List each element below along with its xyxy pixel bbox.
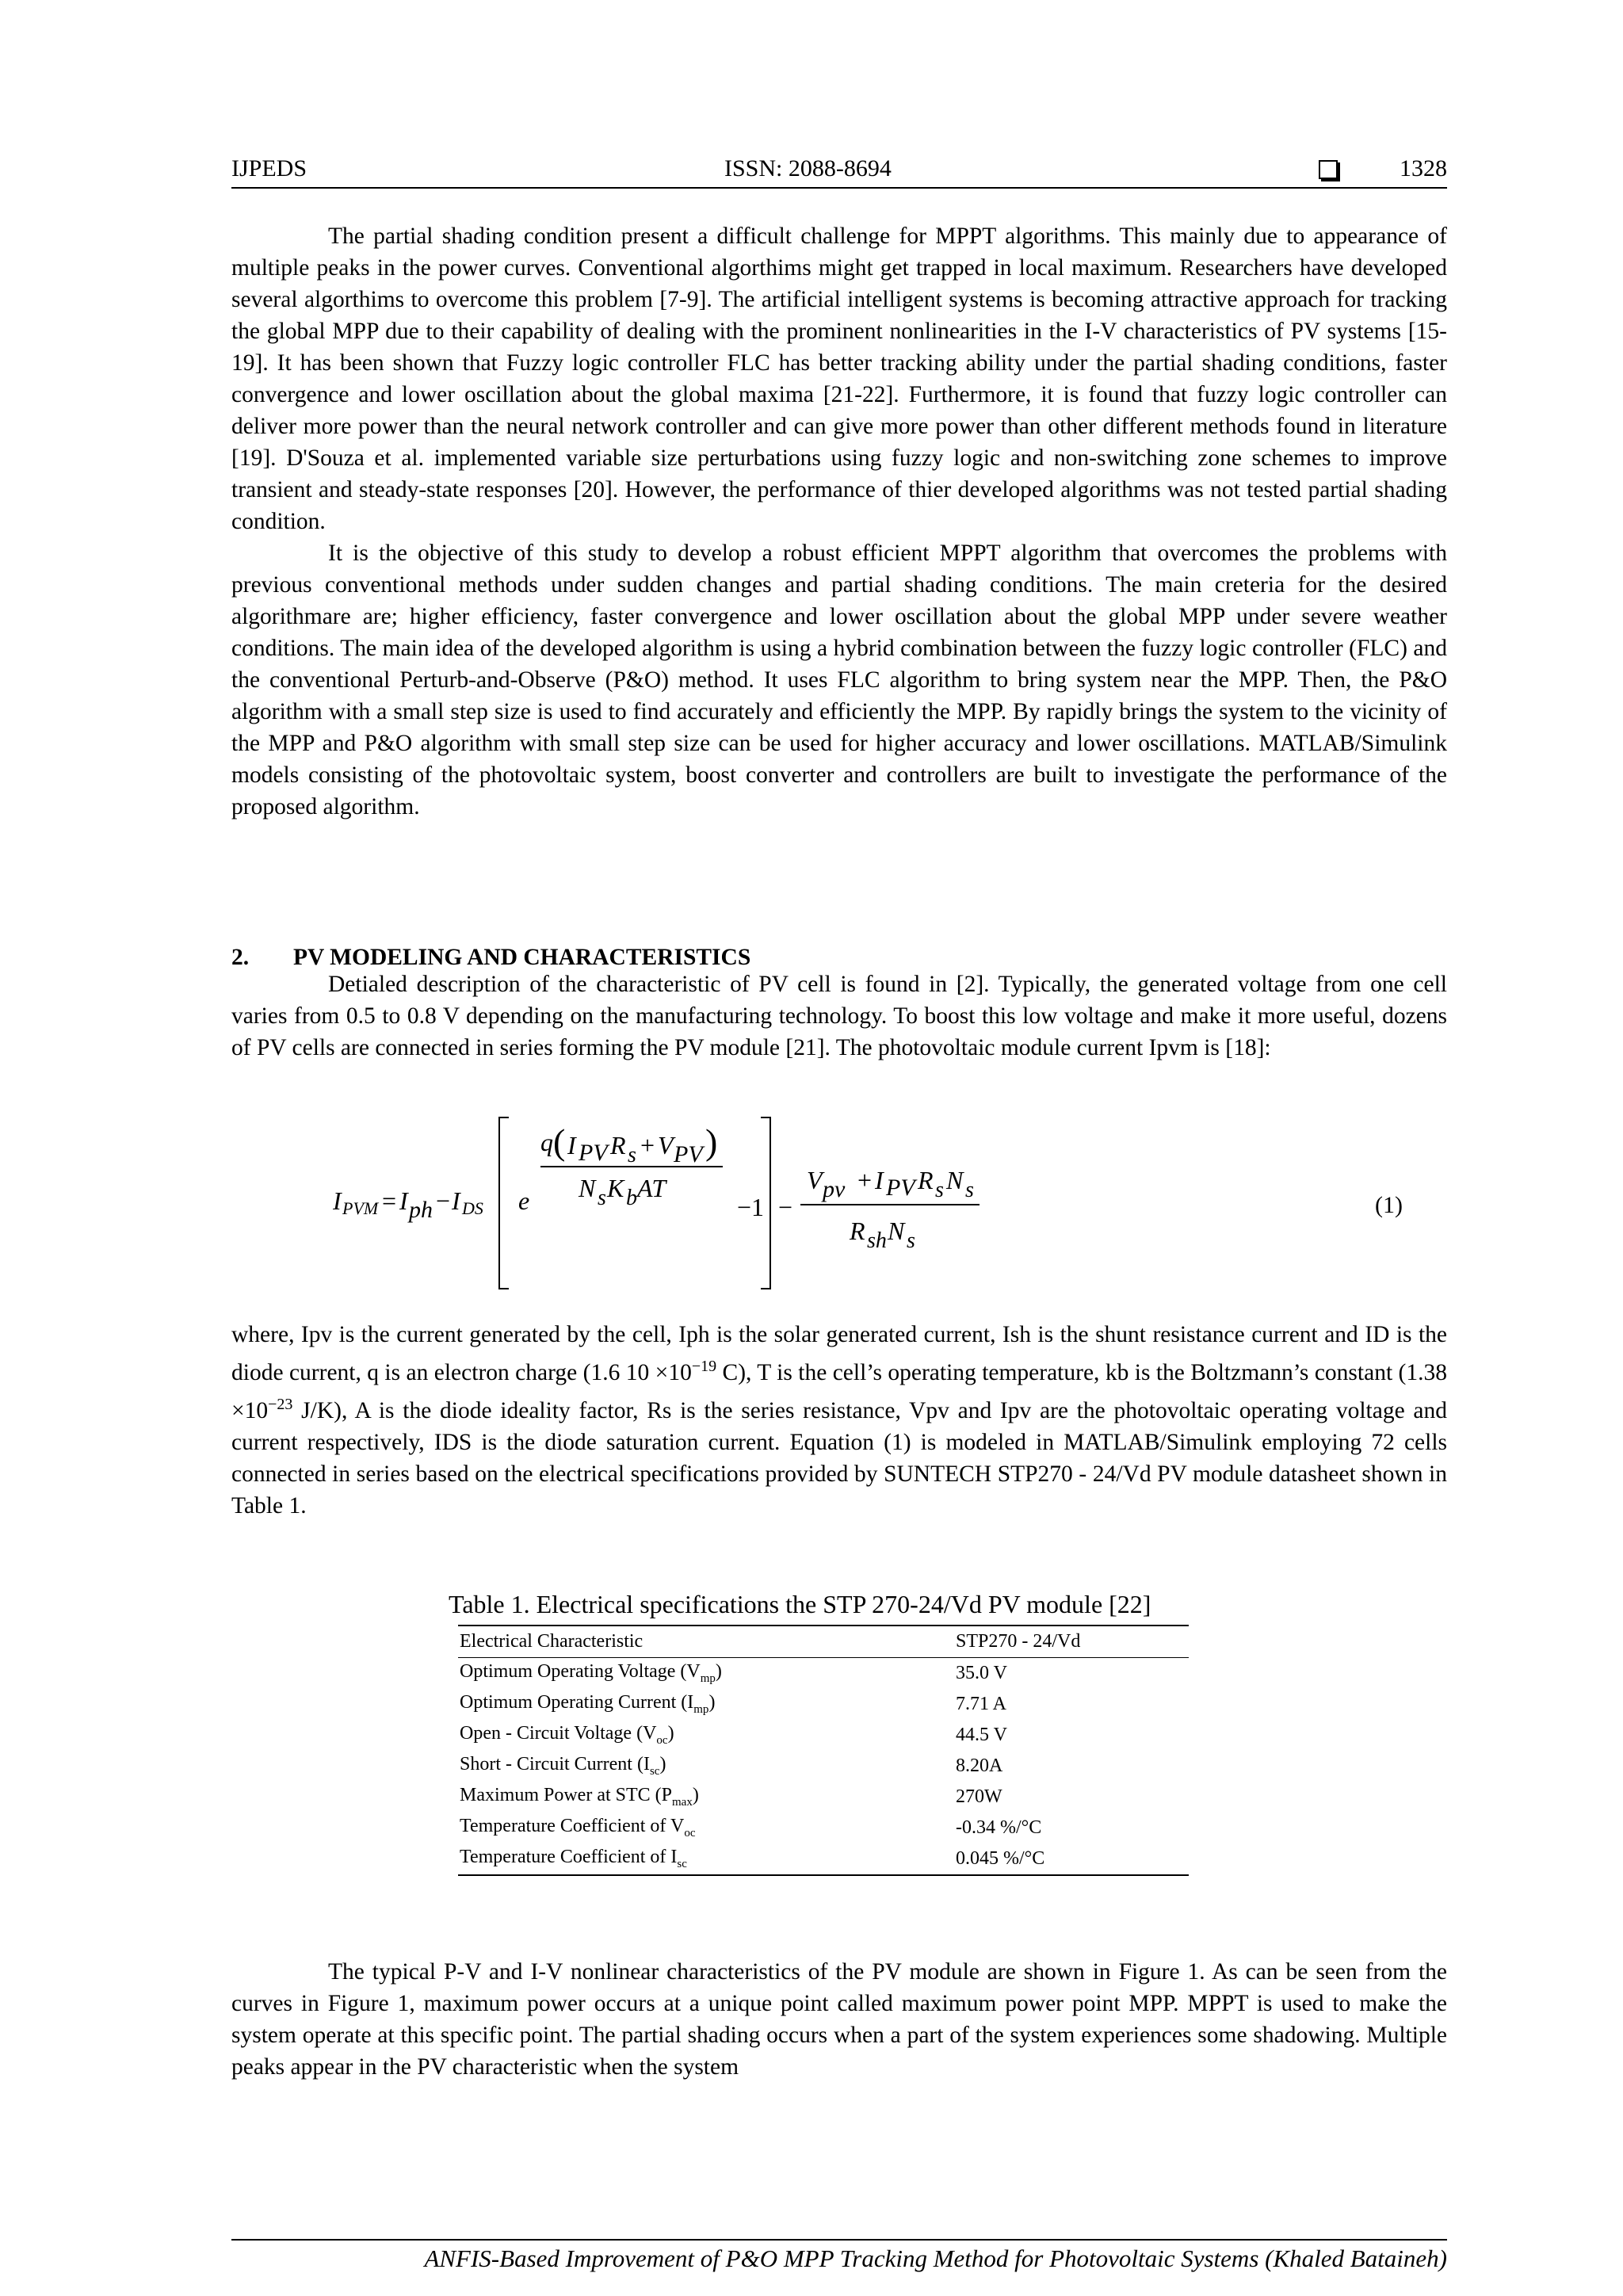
- svg-text:+: +: [857, 1166, 873, 1194]
- paragraph-characteristics: [231, 1956, 1447, 2083]
- svg-text:s: s: [935, 1178, 944, 1202]
- characteristic-subscript: mp: [700, 1671, 716, 1685]
- table-caption: Table 1. Electrical specifications the STP 270-24/Vd PV module [22]: [449, 1590, 1151, 1618]
- page-number: 1328: [1400, 155, 1447, 181]
- table-row: [458, 1843, 1189, 1875]
- section-number: 2.: [231, 945, 250, 970]
- characteristic-subscript: sc: [677, 1857, 687, 1870]
- svg-text:PV: PV: [674, 1141, 703, 1167]
- table-cell-value: 8.20A: [956, 1755, 1003, 1776]
- characteristic-suffix: ): [715, 1661, 722, 1683]
- paragraph-text: The typical P-V and I-V nonlinear characteristics of the PV module are shown in Figure 1. As can be seen from the curves in Figure 1, maximum power occurs at a unique point called maximum power point MPP. MPPT is used to make the system operate at this specific point. The partial shading occurs when a part of the system experiences some shadowing. Multiple peaks appear in the PV characteristic when the system: [231, 1959, 1447, 2080]
- svg-text:I: I: [875, 1166, 884, 1194]
- table-cell-characteristic: [458, 1751, 954, 1782]
- page-header: [231, 155, 1447, 187]
- svg-text:sh: sh: [867, 1228, 887, 1253]
- svg-text:): ): [705, 1121, 718, 1162]
- svg-text:pv: pv: [823, 1176, 846, 1202]
- table-row: [458, 1782, 1189, 1813]
- svg-text:R: R: [850, 1217, 865, 1245]
- paragraph-intro: [231, 220, 1447, 823]
- svg-text:K: K: [607, 1174, 624, 1202]
- svg-text:ph: ph: [409, 1197, 433, 1223]
- svg-text:s: s: [598, 1186, 606, 1210]
- svg-text:s: s: [628, 1143, 636, 1167]
- characteristic-suffix: ): [659, 1754, 666, 1775]
- svg-text:R: R: [610, 1131, 626, 1159]
- svg-text:−: −: [436, 1186, 451, 1215]
- svg-text:=: =: [382, 1186, 397, 1215]
- svg-text:N: N: [888, 1217, 905, 1245]
- svg-text:AT: AT: [637, 1174, 666, 1202]
- svg-text:N: N: [946, 1166, 964, 1194]
- footer-rule: [231, 2239, 1447, 2241]
- table-cell-value: 35.0 V: [956, 1663, 1007, 1683]
- table-cell-characteristic: [458, 1689, 954, 1720]
- footer-title: ANFIS-Based Improvement of P&O MPP Tracking Method for Photovoltaic Systems (Khaled Bataineh): [424, 2244, 1447, 2272]
- characteristic-suffix: ): [708, 1692, 716, 1713]
- characteristic-subscript: oc: [656, 1733, 668, 1747]
- svg-text:V: V: [807, 1166, 823, 1194]
- svg-text:I: I: [399, 1186, 408, 1215]
- characteristic-label: Maximum Power at STC (P: [460, 1785, 672, 1806]
- svg-text:PVM: PVM: [342, 1198, 379, 1218]
- svg-text:q: q: [540, 1128, 553, 1156]
- issn: ISSN: 2088-8694: [724, 155, 892, 181]
- equation-graphic: [333, 1108, 1442, 1298]
- table-header-cell: STP270 - 24/Vd: [956, 1631, 1081, 1652]
- table-row: [458, 1658, 1189, 1690]
- table-cell-value: 0.045 %/°C: [956, 1848, 1045, 1869]
- svg-text:b: b: [626, 1186, 637, 1210]
- specs-table: [458, 1625, 1189, 1876]
- checkbox-square-icon: [1319, 160, 1338, 179]
- table-row: [458, 1720, 1189, 1751]
- svg-text:PV: PV: [886, 1175, 915, 1201]
- table-cell-value: 270W: [956, 1786, 1002, 1807]
- svg-text:−: −: [778, 1193, 793, 1221]
- table-header-cell: Electrical Characteristic: [460, 1631, 643, 1652]
- svg-text:e: e: [518, 1186, 530, 1215]
- svg-text:N: N: [579, 1174, 596, 1202]
- table-cell-characteristic: [458, 1813, 954, 1843]
- paragraph-text: Detialed description of the characteristic of PV cell is found in [2]. Typically, the generated voltage from one cell varies from 0.5 to 0.8 V depending on the manufacturing technology. To boost this low voltage and make it more useful, dozens of PV cells are connected in series forming the PV module [21]. The photovoltaic module current Ipvm is [18]:: [231, 972, 1447, 1060]
- table-row: [458, 1751, 1189, 1782]
- table-cell-characteristic: [458, 1720, 954, 1751]
- svg-text:V: V: [658, 1131, 674, 1159]
- characteristic-label: Open - Circuit Voltage (V: [460, 1723, 657, 1744]
- characteristic-subscript: oc: [684, 1826, 696, 1839]
- svg-text:DS: DS: [462, 1198, 483, 1218]
- exponent: −23: [268, 1395, 293, 1413]
- characteristic-subscript: sc: [649, 1764, 660, 1778]
- paragraph-equation-description: [231, 1319, 1447, 1522]
- characteristic-label: Temperature Coefficient of I: [460, 1847, 678, 1868]
- paragraph-text: where, Ipv is the current generated by the cell, Iph is the solar generated current, Ish is the shunt resistance current and ID is the diode current, q is an electron charge (1.6 10 ×10: [231, 1322, 1447, 1385]
- table-cell-value: 7.71 A: [956, 1694, 1007, 1714]
- svg-text:−1: −1: [737, 1193, 765, 1221]
- exponent: −19: [691, 1358, 717, 1375]
- paragraph-text: The partial shading condition present a difficult challenge for MPPT algorithms. This mainly due to appearance of multiple peaks in the power curves. Conventional algorthims might get trapped in local maximum. Researchers have developed several algorthims to overcome this problem [7-9]. The artificial intelligent systems is becoming attractive approach for tracking the global MPP due to their capability of dealing with the prominent nonlinearities in the I-V characteristics of PV systems [15-19]. It has been shown that Fuzzy logic controller FLC has better tracking ability under the partial shading conditions, faster convergence and lower oscillation about the global maxima [21-22]. Furthermore, it is found that fuzzy logic controller can deliver more power than the neural network controller and can give more power than other different methods found in literature [19]. D'Souza et al. implemented variable size perturbations using fuzzy logic and non-switching zone schemes to improve transient and steady-state responses [20]. However, the performance of thier developed algorithms was not tested partial shading condition.: [231, 223, 1447, 534]
- svg-text:I: I: [567, 1131, 576, 1159]
- characteristic-subscript: mp: [693, 1702, 709, 1716]
- characteristic-label: Optimum Operating Current (I: [460, 1692, 694, 1713]
- table-cell-value: 44.5 V: [956, 1725, 1007, 1745]
- svg-text:PV: PV: [579, 1140, 608, 1166]
- characteristic-label: Optimum Operating Voltage (V: [460, 1661, 701, 1683]
- table-cell-characteristic: [458, 1782, 954, 1813]
- svg-text:s: s: [965, 1178, 974, 1202]
- table-cell-characteristic: [458, 1658, 954, 1690]
- svg-text:I: I: [333, 1186, 342, 1215]
- equation-1: [333, 1108, 1442, 1298]
- equation-number: (1): [1375, 1192, 1403, 1218]
- characteristic-label: Temperature Coefficient of V: [460, 1816, 685, 1837]
- journal-name: IJPEDS: [231, 155, 307, 181]
- characteristic-suffix: ): [692, 1785, 699, 1806]
- characteristic-label: Short - Circuit Current (I: [460, 1754, 650, 1775]
- table-row: [458, 1813, 1189, 1843]
- characteristic-subscript: max: [672, 1795, 693, 1809]
- header-rule: [231, 187, 1447, 189]
- svg-text:+: +: [640, 1131, 655, 1159]
- paragraph-pv-cell: [231, 968, 1447, 1064]
- section-heading: PV MODELING AND CHARACTERISTICS: [293, 945, 751, 970]
- table-row: [458, 1689, 1189, 1720]
- section-title: [231, 945, 750, 971]
- svg-text:s: s: [907, 1228, 915, 1253]
- svg-text:R: R: [918, 1166, 934, 1194]
- paragraph-text: C), T is the cell’s operating temperature, kb is the Boltzmann’s constant (1.38 ×10: [231, 1359, 1447, 1423]
- table-header-row: [458, 1626, 1189, 1658]
- characteristic-suffix: ): [667, 1723, 674, 1744]
- table-body: [458, 1658, 1189, 1876]
- svg-text:(: (: [553, 1121, 566, 1162]
- svg-text:I: I: [452, 1186, 460, 1215]
- paragraph-text: J/K), A is the diode ideality factor, Rs is the series resistance, Vpv and Ipv are the photovoltaic operating voltage and current respectively, IDS is the diode saturation current. Equation (1) is modeled in MATLAB/Simulink employing 72 cells connected in series based on the electrical specifications provided by SUNTECH STP270 - 24/Vd PV module datasheet shown in Table 1.: [231, 1397, 1447, 1519]
- table-cell-characteristic: [458, 1843, 954, 1875]
- table-cell-value: -0.34 %/°C: [956, 1817, 1042, 1838]
- paragraph-text: It is the objective of this study to develop a robust efficient MPPT algorithm that overcomes the problems with previous conventional methods under sudden changes and partial shading conditions. The main creteria for the desired algorithmare are; higher efficiency, faster convergence and lower oscillation about the global MPP under severe weather conditions. The main idea of the developed algorithm is using a hybrid combination between the fuzzy logic controller (FLC) and the conventional Perturb-and-Observe (P&O) method. It uses FLC algorithm to bring system near the MPP. Then, the P&O algorithm with a small step size is used to find accurately and efficiently the MPP. By rapidly brings the system to the vicinity of the MPP and P&O algorithm with small step size can be used for higher accuracy and lower oscillations. MATLAB/Simulink models consisting of the photovoltaic system, boost converter and controllers are built to investigate the performance of the proposed algorithm.: [231, 541, 1447, 819]
